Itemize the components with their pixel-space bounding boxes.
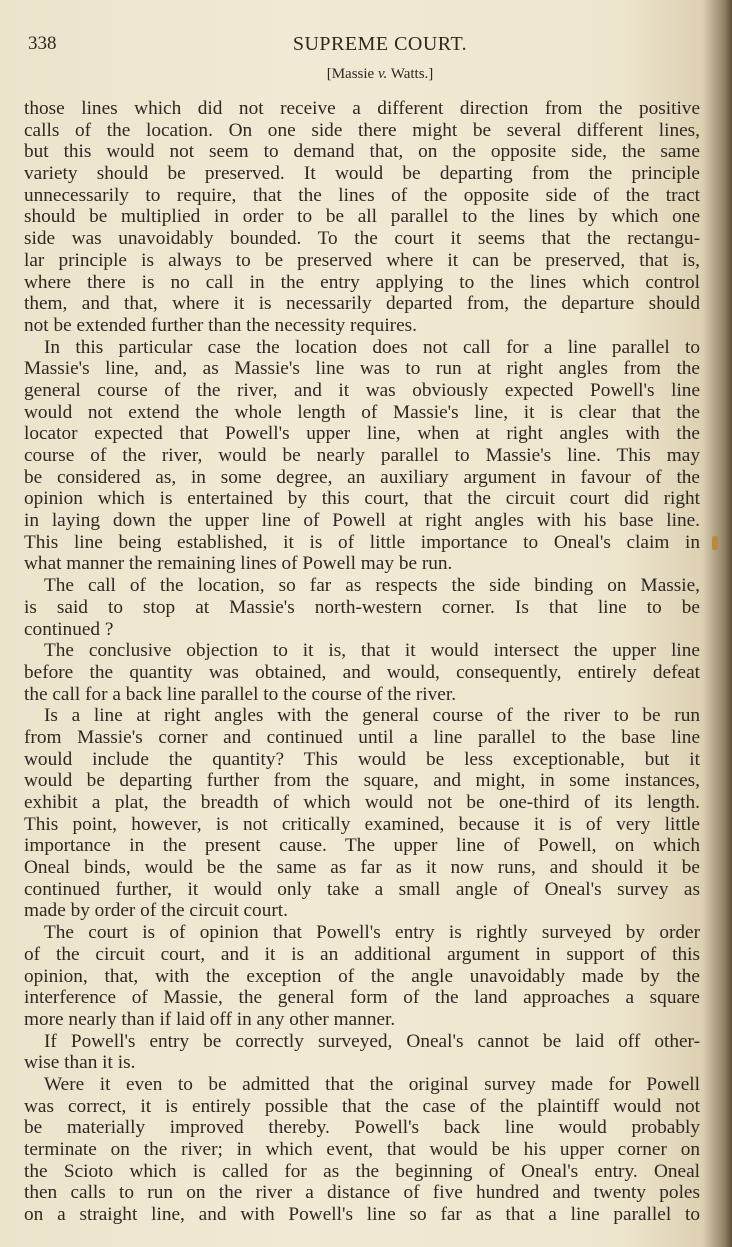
text-line: terminate on the river; in which event, that would be his upper corner on <box>24 1139 700 1160</box>
case-name-pre: [Massie <box>326 66 378 82</box>
text-line: those lines which did not receive a different direction from the positive <box>24 98 700 119</box>
text-line: was correct, it is entirely possible that the case of the plaintiff would not <box>24 1095 700 1117</box>
text-line: would be departing further from the square, and might, in some instances, <box>24 770 700 792</box>
paragraph <box>24 922 700 1030</box>
text-line: course of the river, would be nearly parallel to Massie's line. This may <box>24 445 700 466</box>
text-line: where there is no call in the entry applying to the lines which control <box>24 271 700 293</box>
text-line: Is a line at right angles with the general course of the river to be run <box>44 705 700 727</box>
page-number: 338 <box>28 33 57 54</box>
text-line: continued further, it would only take a small angle of Oneal's survey as <box>24 878 700 900</box>
paragraph <box>24 337 700 576</box>
text-line: lar principle is always to be preserved where it can be preserved, that is, <box>24 249 700 271</box>
paragraph <box>24 98 700 337</box>
text-line: the call for a back line parallel to the course of the river. <box>24 683 457 705</box>
page-body <box>24 98 700 1226</box>
text-line: If Powell's entry be correctly surveyed, Oneal's cannot be laid off other- <box>44 1030 700 1052</box>
text-line: continued ? <box>24 618 114 640</box>
text-line: Were it even to be admitted that the original survey made for Powell <box>44 1073 700 1095</box>
text-line: in laying down the upper line of Powell at right angles with his base line. <box>24 510 700 532</box>
case-name-versus: v. <box>377 66 388 82</box>
paragraph <box>24 640 700 705</box>
text-line: The court is of opinion that Powell's entry is rightly surveyed by order <box>44 922 700 944</box>
text-line: would include the quantity? This would be less exceptionable, but it <box>24 748 700 770</box>
text-line: opinion which is entertained by this court, that the circuit court did right <box>24 488 700 510</box>
paragraph <box>24 705 700 922</box>
text-line: In this particular case the location does not call for a line parallel to <box>44 336 700 358</box>
text-line: exhibit a plat, the breadth of which would not be one-third of its length. <box>24 792 700 813</box>
text-line: on a straight line, and with Powell's line so far as that a line parallel to <box>24 1204 700 1226</box>
text-line: before the quantity was obtained, and would, consequently, entirely defeat <box>24 661 700 683</box>
text-line: This point, however, is not critically examined, because it is of very little <box>24 813 700 835</box>
text-line: wise than it is. <box>24 1052 136 1074</box>
text-line: Massie's line, and, as Massie's line was to run at right angles from the <box>24 358 700 380</box>
text-line: what manner the remaining lines of Powell may be run. <box>24 553 453 575</box>
text-line: calls of the location. On one side there might be several different lines, <box>24 119 700 141</box>
text-line: Oneal binds, would be the same as far as it now runs, and should it be <box>24 857 700 879</box>
text-line: The call of the location, so far as respects the side binding on Massie, <box>44 575 700 597</box>
text-line: general course of the river, and it was obviously expected Powell's line <box>24 379 700 401</box>
text-line: should be multiplied in order to be all parallel to the lines by which one <box>24 206 700 228</box>
text-line: locator expected that Powell's upper line, when at right angles with the <box>24 423 700 445</box>
text-line: not be extended further than the necessity requires. <box>24 314 417 336</box>
running-header <box>0 33 732 59</box>
text-line: unnecessarily to require, that the lines of the opposite side of the tract <box>24 184 700 206</box>
text-line: This line being established, it is of little importance to Oneal's claim in <box>24 531 700 553</box>
text-line: made by order of the circuit court. <box>24 900 288 922</box>
text-line: The conclusive objection to it is, that it would intersect the upper line <box>44 640 700 662</box>
paragraph <box>24 1074 700 1226</box>
text-line: but this would not seem to demand that, on the opposite side, the same <box>24 141 700 163</box>
text-line: the Scioto which is called for as the beginning of Oneal's entry. Oneal <box>24 1160 700 1182</box>
paragraph <box>24 1031 700 1074</box>
text-line: of the circuit court, and it is an additional argument in support of this <box>24 943 700 965</box>
case-name-post: Watts.] <box>387 66 434 82</box>
paragraph <box>24 575 700 640</box>
text-line: then calls to run on the river a distance of five hundred and twenty poles <box>24 1182 700 1204</box>
text-line: be considered as, in some degree, an auxiliary argument in favour of the <box>24 466 700 488</box>
text-line: side was unavoidably bounded. To the court it seems that the rectangu- <box>24 228 700 250</box>
case-caption <box>0 66 732 83</box>
text-line: interference of Massie, the general form of the land approaches a square <box>24 987 700 1009</box>
text-line: from Massie's corner and continued until a line parallel to the base line <box>24 726 700 748</box>
text-line: is said to stop at Massie's north-western corner. Is that line to be <box>24 596 700 618</box>
page-marker-tab <box>712 536 718 550</box>
text-line: more nearly than if laid off in any other manner. <box>24 1008 396 1030</box>
running-title: SUPREME COURT. <box>292 33 468 55</box>
text-line: variety should be preserved. It would be departing from the principle <box>24 163 700 185</box>
text-line: them, and that, where it is necessarily departed from, the departure should <box>24 293 700 315</box>
text-line: importance in the present cause. The upper line of Powell, on which <box>24 835 700 857</box>
text-line: would not extend the whole length of Massie's line, it is clear that the <box>24 401 700 423</box>
text-line: be materially improved thereby. Powell's back line would probably <box>24 1117 700 1139</box>
text-line: opinion, that, with the exception of the angle unavoidably made by the <box>24 965 700 987</box>
